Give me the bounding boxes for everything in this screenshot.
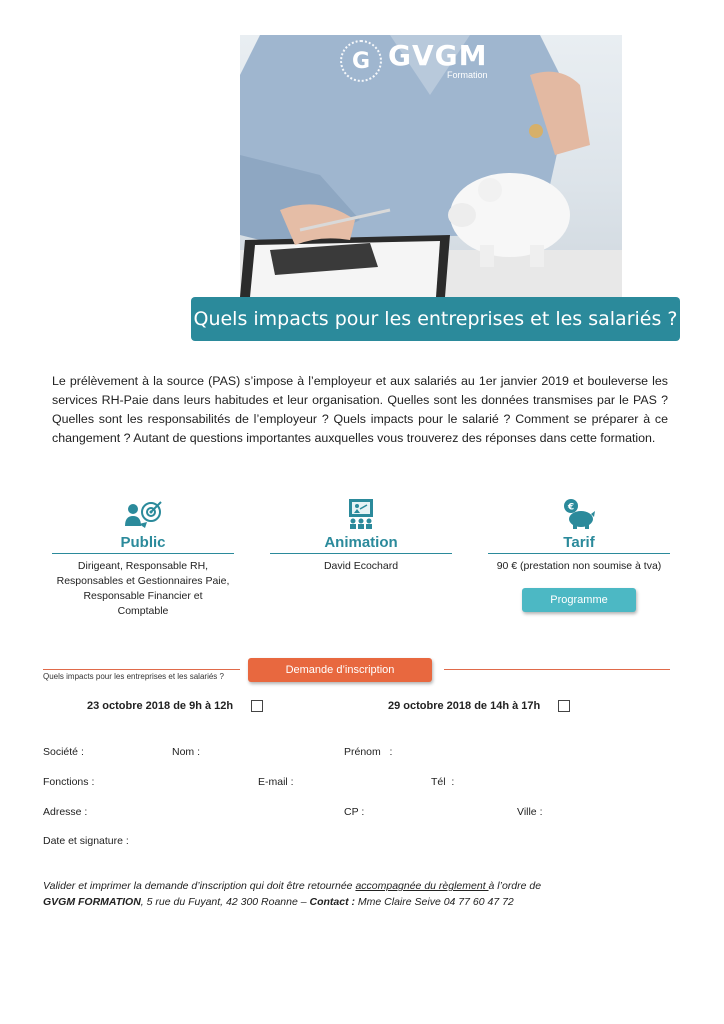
- presenter-icon: [270, 498, 452, 530]
- programme-button[interactable]: Programme: [522, 588, 636, 612]
- intro-paragraph: Le prélèvement à la source (PAS) s’impose à l’employeur et aux salariés au 1er janvier 2019 et bouleverse les services RH-Paie dans leurs habitudes et leur organisation. Quelles sont les données transmises par le PAS ? Quelles sont les responsabilités de l’employeur ? Quels impacts pour le salarié ? Comment se préparer à ce changement ? Autant de questions importantes auxquelles vous trouverez des réponses dans cette formation.: [52, 374, 668, 445]
- session-2-label: 29 octobre 2018 de 14h à 17h: [388, 700, 541, 712]
- title-banner: Quels impacts pour les entreprises et les salariés ?: [191, 297, 680, 341]
- footer-company: GVGM FORMATION: [43, 896, 141, 908]
- tarif-title: Tarif: [488, 534, 670, 554]
- public-title: Public: [52, 534, 234, 554]
- divider-right: [444, 669, 670, 670]
- people-target-icon: [52, 498, 234, 530]
- session-1-label: 23 octobre 2018 de 9h à 12h: [87, 700, 234, 712]
- gvgm-logo: [340, 40, 488, 82]
- footer-contact-name: Mme Claire Seive 04 77 60 47 72: [357, 896, 514, 908]
- session-1: [87, 700, 263, 712]
- footer-underlined: accompagnée du règlement: [355, 880, 489, 892]
- logo-name: GVGM: [388, 39, 488, 72]
- nom-field[interactable]: Nom :: [172, 746, 201, 758]
- public-text: Dirigeant, Responsable RH, Responsables et Gestionnaires Paie, Responsable Financier et Comptable: [56, 560, 230, 617]
- societe-field[interactable]: Société :: [43, 746, 84, 758]
- animation-title: Animation: [270, 534, 452, 554]
- footer-text-1: Valider et imprimer la demande d’inscription qui doit être retournée: [43, 880, 356, 892]
- tarif-text: 90 € (prestation non soumise à tva): [496, 560, 662, 572]
- email-field[interactable]: E-mail :: [258, 776, 294, 788]
- session-2-checkbox[interactable]: [558, 700, 570, 712]
- animation-column: [270, 498, 452, 574]
- divider-left: [43, 669, 240, 670]
- footer-contact-label: Contact :: [309, 896, 358, 908]
- demande-inscription-button[interactable]: Demande d’inscription: [248, 658, 432, 682]
- public-column: [52, 498, 234, 619]
- cp-field[interactable]: CP :: [344, 806, 365, 818]
- tel-field[interactable]: Tél :: [431, 776, 455, 788]
- adresse-field[interactable]: Adresse :: [43, 806, 88, 818]
- footer-address: , 5 rue du Fuyant, 42 300 Roanne –: [140, 896, 310, 908]
- footer-note: [43, 878, 663, 910]
- date-signature-field[interactable]: Date et signature :: [43, 835, 129, 847]
- fonctions-field[interactable]: Fonctions :: [43, 776, 95, 788]
- footer-text-2: à l’ordre de: [488, 880, 542, 892]
- logo-subtitle: Formation: [446, 70, 488, 80]
- piggy-bank-euro-icon: [488, 498, 670, 530]
- session-2: [388, 700, 570, 712]
- form-caption: Quels impacts pour les entreprises et les salariés ?: [43, 672, 224, 681]
- prenom-field[interactable]: Prénom :: [344, 746, 393, 758]
- ville-field[interactable]: Ville :: [517, 806, 543, 818]
- tarif-column: [488, 498, 670, 612]
- animation-text: David Ecochard: [323, 560, 399, 572]
- svg-text:€: €: [567, 502, 575, 513]
- logo-mark-icon: G: [340, 40, 382, 82]
- session-1-checkbox[interactable]: [251, 700, 263, 712]
